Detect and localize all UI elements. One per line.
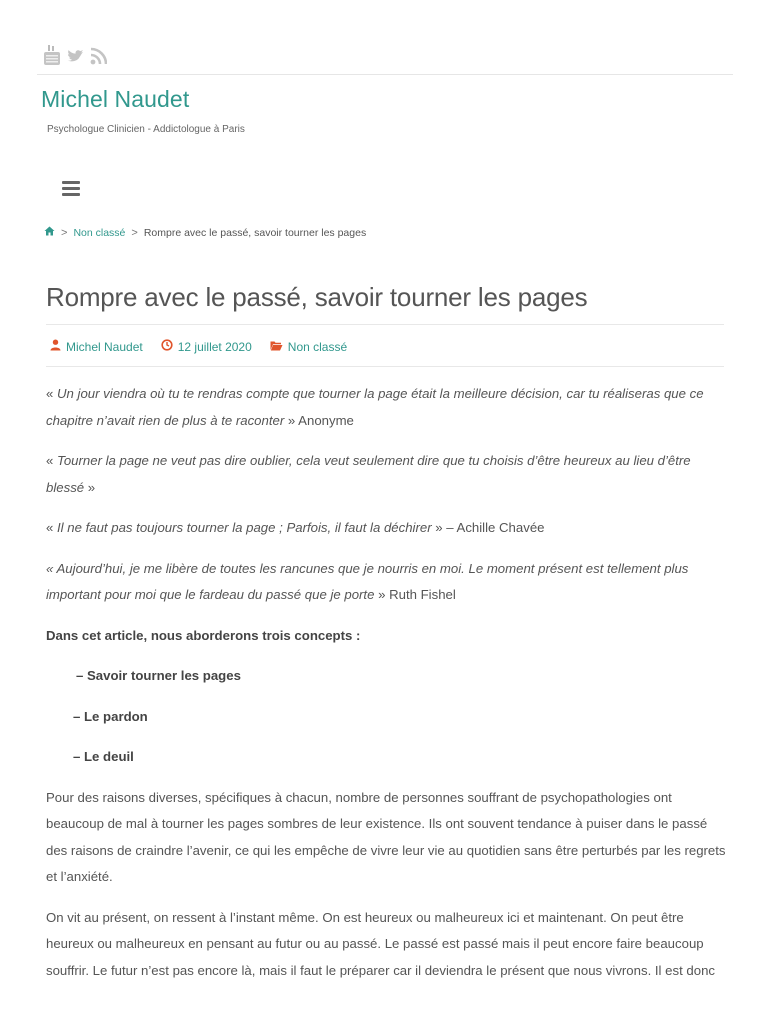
quote-2: « Tourner la page ne veut pas dire oublier, cela veut seulement dire que tu choisis d’être heureux au lieu d’être blessé » <box>46 453 691 495</box>
rss-icon[interactable] <box>89 44 107 66</box>
header-divider <box>37 74 733 75</box>
title-divider <box>46 324 724 325</box>
hamburger-icon[interactable] <box>62 181 80 197</box>
paragraph: Pour des raisons diverses, spécifiques à chacun, nombre de personnes souffrant de psychopathologies ont beaucoup de mal à tourner les pages sombres de leur existence. Ils ont souvent tendance à puiser dans le passé des raisons de craindre l’avenir, ce qui les empêche de vivre leur vie au quotidien sans être perturbés par les regrets et l’anxiété. <box>46 789 726 884</box>
meta-divider <box>46 366 724 367</box>
concepts-intro: Dans cet article, nous aborderons trois concepts : <box>46 627 361 643</box>
concept-item: – Le pardon <box>73 708 148 724</box>
site-tagline: Psychologue Clinicien - Addictologue à Paris <box>47 124 245 135</box>
quote-4: « Aujourd’hui, je me libère de toutes les rancunes que je nourris en moi. Le moment présent est tellement plus important pour moi que le fardeau du passé que je porte » Ruth Fishel <box>46 560 689 602</box>
folder-icon <box>270 340 283 354</box>
clock-icon <box>161 339 173 354</box>
home-icon[interactable] <box>44 226 55 239</box>
concept-item: – Le deuil <box>73 749 134 764</box>
youtube-icon[interactable] <box>43 44 61 66</box>
breadcrumb-separator: > <box>131 226 138 239</box>
post-category[interactable]: Non classé <box>287 339 348 354</box>
breadcrumb-category[interactable]: Non classé <box>73 226 126 239</box>
page-title: Rompre avec le passé, savoir tourner les pages <box>46 282 588 312</box>
twitter-icon[interactable] <box>65 44 85 66</box>
site-title[interactable]: Michel Naudet <box>41 86 190 112</box>
post-author[interactable]: Michel Naudet <box>66 339 143 354</box>
breadcrumb-current: Rompre avec le passé, savoir tourner les pages <box>143 226 367 239</box>
quote-1: « Un jour viendra où tu te rendras compte que tourner la page était la meilleure décision, car tu réaliseras que ce chapitre n’avait rien de plus à te raconter » Anonyme <box>46 386 704 428</box>
paragraph: On vit au présent, on ressent à l’instant même. On est heureux ou malheureux ici et maintenant. On peut être heureux ou malheureux en pensant au futur ou au passé. Le passé est passé mais il peut encore faire beaucoup souffrir. Le futur n’est pas encore là, mais il faut le préparer car il deviendra le présent que nous vivrons. Il est donc <box>46 909 716 978</box>
social-links <box>43 44 107 66</box>
user-icon <box>50 339 61 354</box>
concept-item: – Savoir tourner les pages <box>76 668 241 683</box>
post-meta <box>50 339 347 354</box>
post-date[interactable]: 12 juillet 2020 <box>177 339 252 354</box>
post-content <box>46 381 730 998</box>
quote-3: « Il ne faut pas toujours tourner la page ; Parfois, il faut la déchirer » – Achille Chavée <box>46 520 545 535</box>
breadcrumb <box>44 226 366 239</box>
breadcrumb-separator: > <box>61 226 68 239</box>
